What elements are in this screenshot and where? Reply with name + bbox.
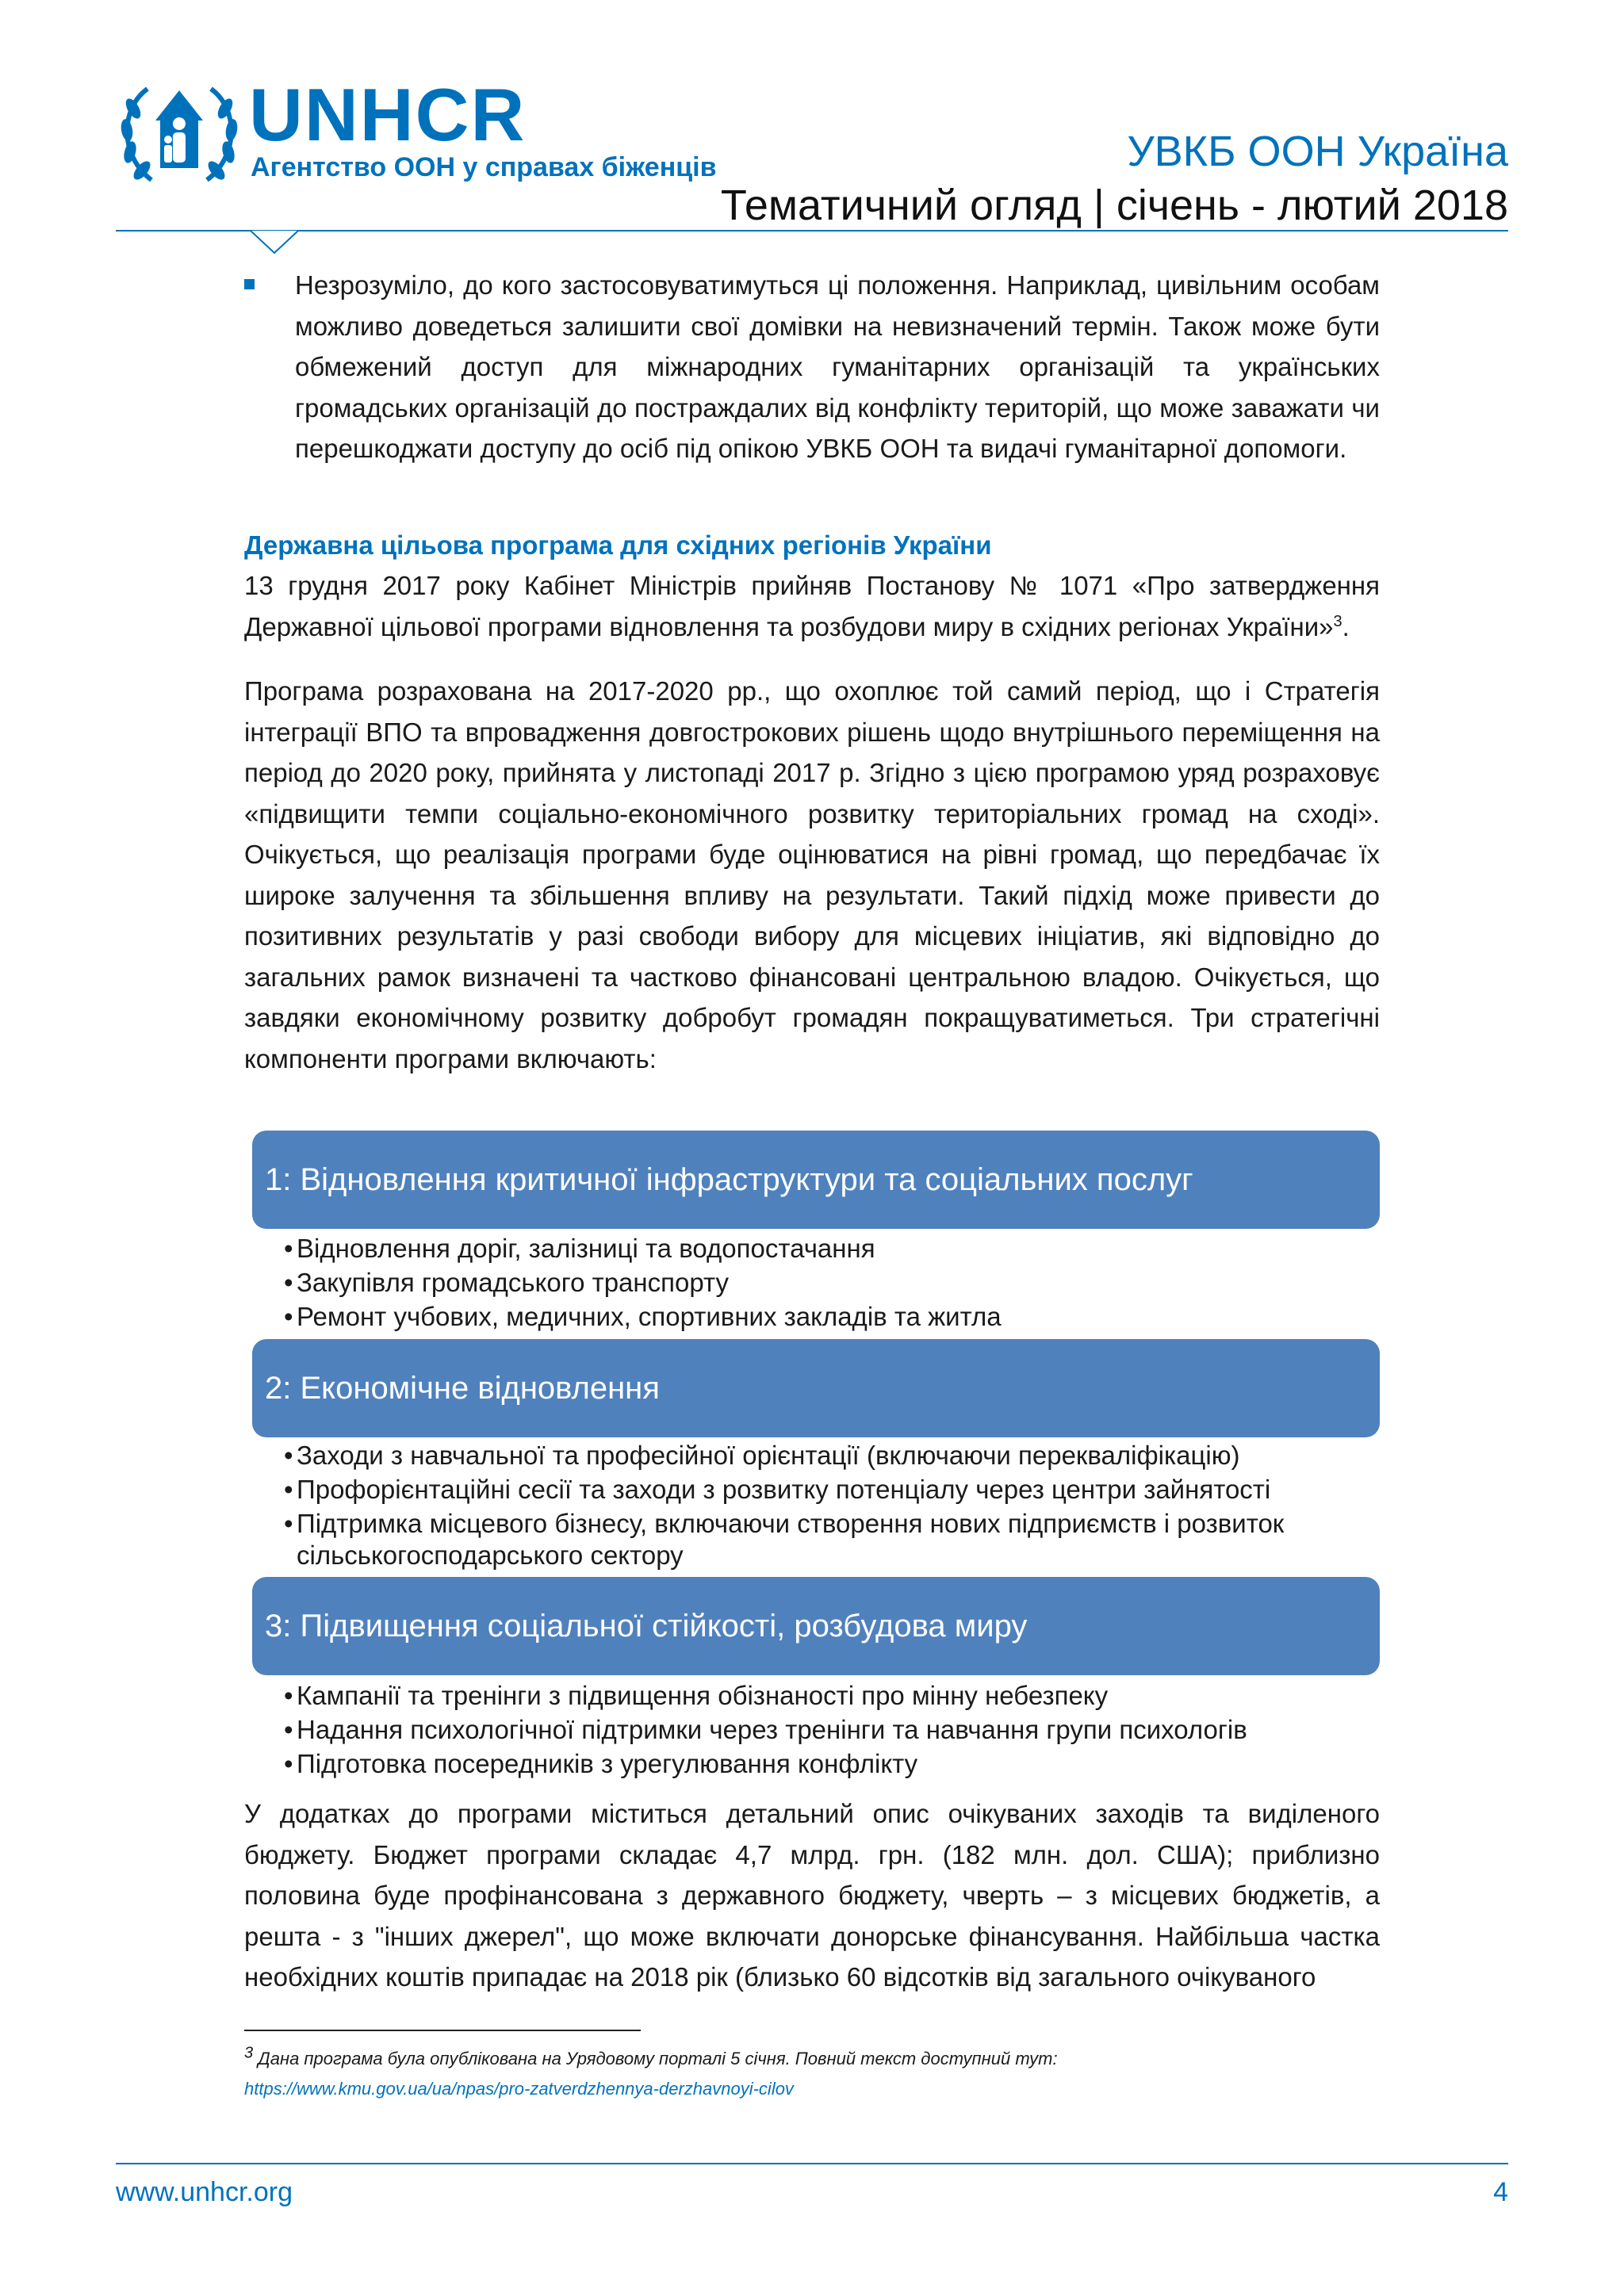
list-item: • Закупівля громадського транспорту	[284, 1265, 1394, 1299]
header-divider	[116, 230, 1508, 232]
paragraph-1-text: 13 грудня 2017 року Кабінет Міністрів прийняв Постанову № 1071 «Про затвердження Державної цільової програми відновлення та розбудови миру в східних регіонах України»	[244, 571, 1380, 641]
component-list-1	[284, 1231, 1394, 1334]
footnote-ref[interactable]: 3	[1333, 612, 1342, 630]
closing-block	[244, 1793, 1380, 1998]
page-number: 4	[1493, 2177, 1508, 2207]
footnote	[244, 2044, 1058, 2104]
footnote-rule	[244, 2030, 641, 2031]
list-item: • Підтримка місцевого бізнесу, включаючи створення нових підприємств і розвиток сільськогосподарського сектору	[284, 1508, 1394, 1571]
unhcr-logo	[116, 73, 718, 192]
section-heading: Державна цільова програма для східних регіонів України	[244, 530, 992, 560]
logo-tagline: Агентство ООН у справах біженців	[251, 152, 717, 182]
component-band-1: 1: Відновлення критичної інфраструктури та соціальних послуг	[252, 1131, 1380, 1229]
section-block	[244, 525, 1380, 1079]
paragraph-3: У додатках до програми міститься детальний опис очікуваних заходів та виділеного бюджету. Бюджет програми складає 4,7 млрд. грн. (182 млн. дол. США); приблизно половина буде профінансована з державного бюджету, чверть – з місцевих бюджетів, а решта - з "інших джерел", що може включати донорське фінансування. Найбільша частка необхідних коштів припадає на 2018 рік (близько 60 відсотків від загального очікуваного	[244, 1799, 1380, 1992]
header-subtitle: Тематичний огляд | січень - лютий 2018	[720, 182, 1508, 229]
footer-divider	[116, 2163, 1508, 2164]
list-item: • Підготовка посередників з урегулювання конфлікту	[284, 1747, 1394, 1781]
list-item: • Ремонт учбових, медичних, спортивних закладів та житла	[284, 1299, 1394, 1334]
list-item: • Відновлення доріг, залізниці та водопостачання	[284, 1231, 1394, 1265]
paragraph-1	[244, 565, 1380, 647]
list-item: • Профорієнтаційні сесії та заходи з розвитку потенціалу через центри зайнятості	[284, 1474, 1394, 1506]
component-list-3	[284, 1678, 1394, 1781]
list-item: • Кампанії та тренінги з підвищення обізнаності про мінну небезпеку	[284, 1678, 1394, 1712]
list-item: • Заходи з навчальної та професійної орієнтації (включаючи перекваліфікацію)	[284, 1440, 1394, 1471]
logo-wordmark: UNHCR	[249, 73, 527, 156]
footnote-number: 3	[244, 2044, 254, 2062]
footnote-link[interactable]: https://www.kmu.gov.ua/ua/npas/pro-zatverdzhennya-derzhavnoyi-cilov	[244, 2079, 794, 2099]
footnote-text: Дана програма була опублікована на Урядовому порталі 5 січня. Повний текст доступний тут:	[253, 2049, 1058, 2068]
laurel-emblem-icon	[116, 73, 243, 192]
bullet-text: Незрозуміло, до кого застосовуватимуться ці положення. Наприклад, цивільним особам можливо доведеться залишити свої домівки на невизначений термін. Також може бути обмежений доступ для міжнародних гуманітарних організацій та українських громадських організацій до постраждалих від конфлікту територій, що може заважати чи перешкоджати доступу до осіб під опікою УВКБ ООН та видачі гуманітарної допомоги.	[295, 270, 1380, 463]
paragraph-1-end: .	[1342, 611, 1350, 641]
component-list-2	[284, 1440, 1394, 1571]
bullet-item	[244, 265, 1380, 469]
header-notch-icon	[251, 231, 298, 256]
component-band-2: 2: Економічне відновлення	[252, 1339, 1380, 1437]
header-org: УВКБ ООН Україна	[1127, 128, 1508, 175]
footer-url[interactable]: www.unhcr.org	[116, 2177, 293, 2207]
square-bullet-icon	[244, 279, 255, 289]
list-item: • Надання психологічної підтримки через тренінги та навчання групи психологів	[284, 1712, 1394, 1747]
paragraph-2: Програма розрахована на 2017-2020 рр., що охоплює той самий період, що і Стратегія інтеграції ВПО та впровадження довгострокових рішень щодо внутрішнього переміщення на період до 2020 року, прийнята у листопаді 2017 р. Згідно з цією програмою уряд розраховує «підвищити темпи соціально-економічного розвитку територіальних громад на сході». Очікується, що реалізація програми буде оцінюватися на рівні громад, що передбачає їх широке залучення та збільшення впливу на результати. Такий підхід може привести до позитивних результатів у разі свободи вибору для місцевих ініціатив, які відповідно до загальних рамок визначені та частково фінансовані центральною владою. Очікується, що завдяки економічному розвитку добробут громадян покращуватиметься. Три стратегічні компоненти програми включають:	[244, 676, 1380, 1073]
component-band-3: 3: Підвищення соціальної стійкості, розбудова миру	[252, 1577, 1380, 1675]
